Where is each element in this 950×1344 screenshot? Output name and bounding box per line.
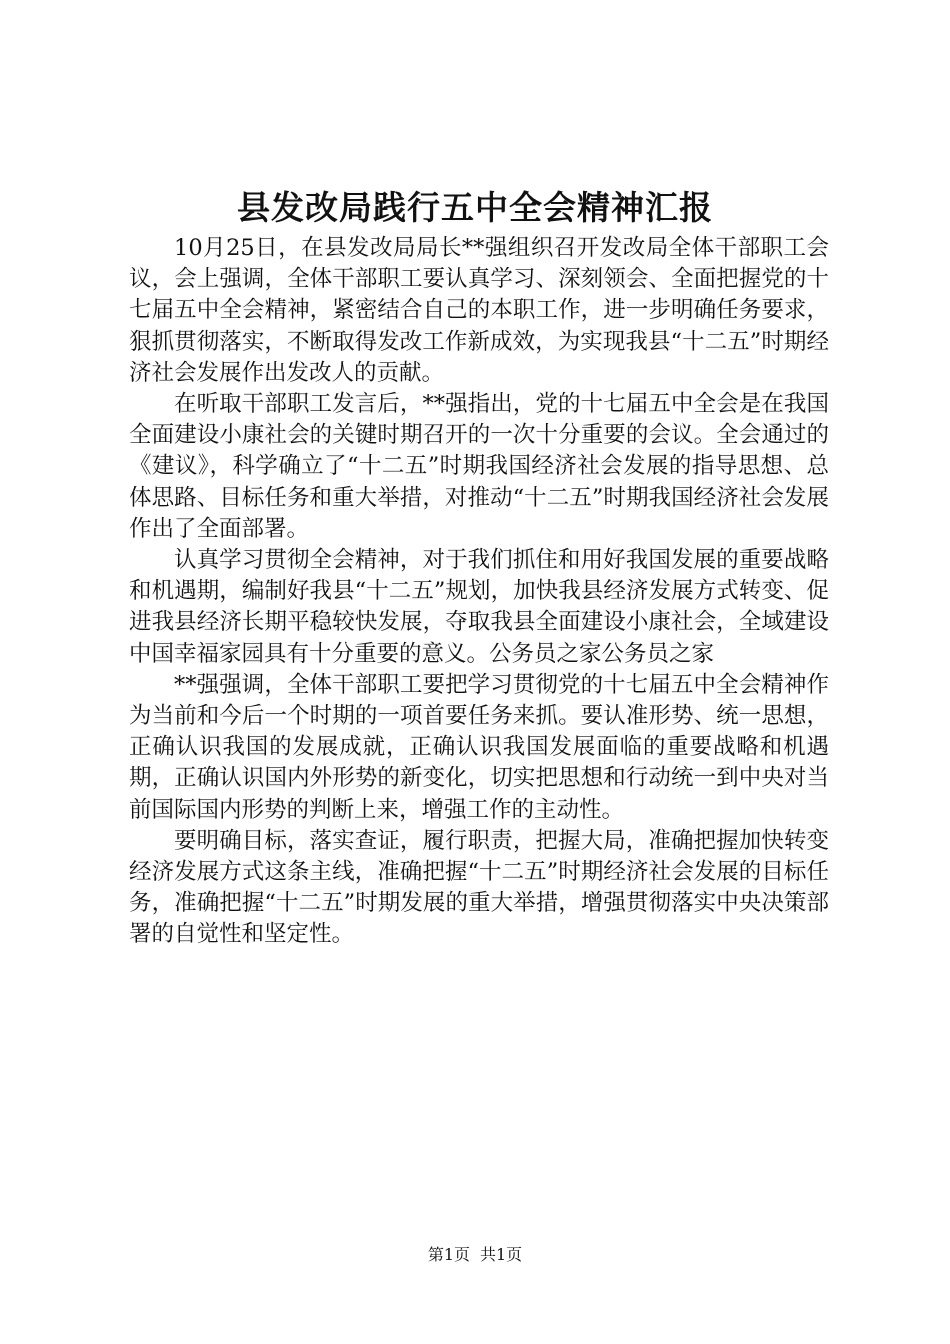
paragraph-4: **强强调，全体干部职工要把学习贯彻党的十七届五中全会精神作为当前和今后一个时期的一项首要任务来抓。要认准形势、统一思想，正确认识我国的发展成就，正确认识我国发展面临的重要战略和机遇期，正确认识国内外形势的新变化，切实把思想和行动统一到中央对当前国际国内形势的判断上来，增强工作的主动性。 [129, 671, 829, 823]
paragraph-3: 认真学习贯彻全会精神，对于我们抓住和用好我国发展的重要战略和机遇期，编制好我县“十二五”规划，加快我县经济发展方式转变、促进我县经济长期平稳较快发展，夺取我县全面建设小康社会，全域建设中国幸福家园具有十分重要的意义。公务员之家公务员之家 [129, 547, 829, 667]
document-body [129, 233, 829, 951]
document-title: 县发改局践行五中全会精神汇报 [237, 188, 713, 227]
page-footer [0, 1244, 950, 1266]
page-total: 共1页 [480, 1245, 523, 1264]
paragraph-2: 在听取干部职工发言后，**强指出，党的十七届五中全会是在我国全面建设小康社会的关键时期召开的一次十分重要的会议。全会通过的《建议》，科学确立了“十二五”时期我国经济社会发展的指导思想、总体思路、目标任务和重大举措，对推动“十二五”时期我国经济社会发展作出了全面部署。 [129, 391, 829, 542]
paragraph-5: 要明确目标，落实查证，履行职责，把握大局，准确把握加快转变经济发展方式这条主线，准确把握“十二五”时期经济社会发展的目标任务，准确把握“十二五”时期发展的重大举措，增强贯彻落实中央决策部署的自觉性和坚定性。 [129, 827, 829, 948]
paragraph-1: 10月25日，在县发改局局长**强组织召开发改局全体干部职工会议，会上强调，全体干部职工要认真学习、深刻领会、全面把握党的十七届五中全会精神，紧密结合自己的本职工作，进一步明确任务要求，狠抓贯彻落实，不断取得发改工作新成效，为实现我县“十二五”时期经济社会发展作出发改人的贡献。 [129, 235, 829, 386]
page-number: 第1页 [427, 1245, 470, 1264]
